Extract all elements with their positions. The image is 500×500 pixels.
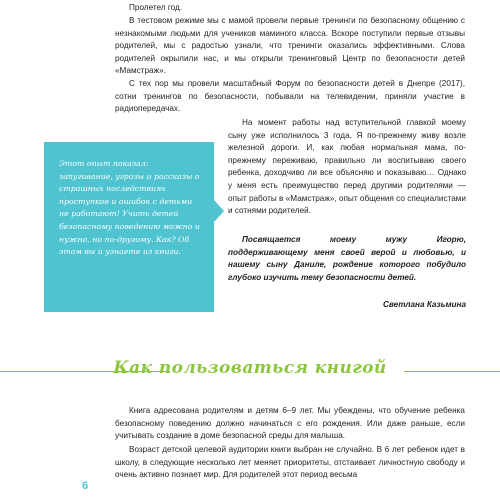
- paragraph-year-passed: Пролетел год.: [129, 3, 183, 12]
- callout-text: Этот опыт показал: запугивание, угрозы и рассказы о страшных последствиях проступков и ошибок с детьми не работают! Учить детей безопасному поведению можно и нужно, но по-другому. Как? Об этом вы и узнаете из книги.: [59, 159, 200, 257]
- paragraph-target-age: Возраст детской целевой аудитории книги выбран не случайно. В 6 лет ребенок идет в школу, в следующие несколько лет меняет приоритеты, отстаивает личностную свободу и очень активно познает мир. Для родителей этот период весьма: [115, 445, 465, 480]
- page-number: 6: [82, 480, 89, 492]
- author-signature: Светлана Казьмина: [383, 300, 466, 309]
- paragraph-author-story: На момент работы над вступительной главкой моему сыну уже исполнилось 3 года. Я по-прежнему живу возле железной дороги. И, как любая нормальная мама, по-прежнему переживаю, правильно ли воспитываю своего ребенка, доходчиво ли все объясняю и показываю… Однако у меня есть преимущество перед другими родителями — опыт работы в «Мамстраж», опыт общения со специалистами и сотнями родителей.: [228, 118, 466, 216]
- section-heading: Как пользоваться книгой: [113, 358, 387, 378]
- paragraph-test-trainings: В тестовом режиме мы с мамой провели первые тренинги по безопасному общению с незнакомыми людьми для учеников маминого класса. Вскоре поступили первые отзывы родителей, мы с радостью узнали, что тренинги оказались эффективными. Слова родителей окрылили нас, и мы открыли тренинговый Центр по безопасности детей «Мамстраж».: [115, 16, 465, 76]
- paragraph-audience: Книга адресована родителям и детям 6–9 лет. Мы убеждены, что обучение ребенка безопасному поведению должно начинаться с его рождения. Или даже раньше, если учитывать создание в доме безопасной среды для малыша.: [115, 406, 465, 441]
- callout-pointer: [214, 200, 224, 222]
- paragraph-dedication: Посвящается моему мужу Игорю, поддерживающему меня своей верой и любовью, и нашему сыну Даниле, рождение которого побудило глубоко изучить тему безопасности детей.: [228, 235, 466, 282]
- callout-box: [44, 142, 214, 312]
- paragraph-forum: С тех пор мы провели масштабный Форум по безопасности детей в Днепре (2017), сотни тренингов по безопасности, побывали на телевидении, приняли участие в радиопередачах.: [115, 79, 465, 114]
